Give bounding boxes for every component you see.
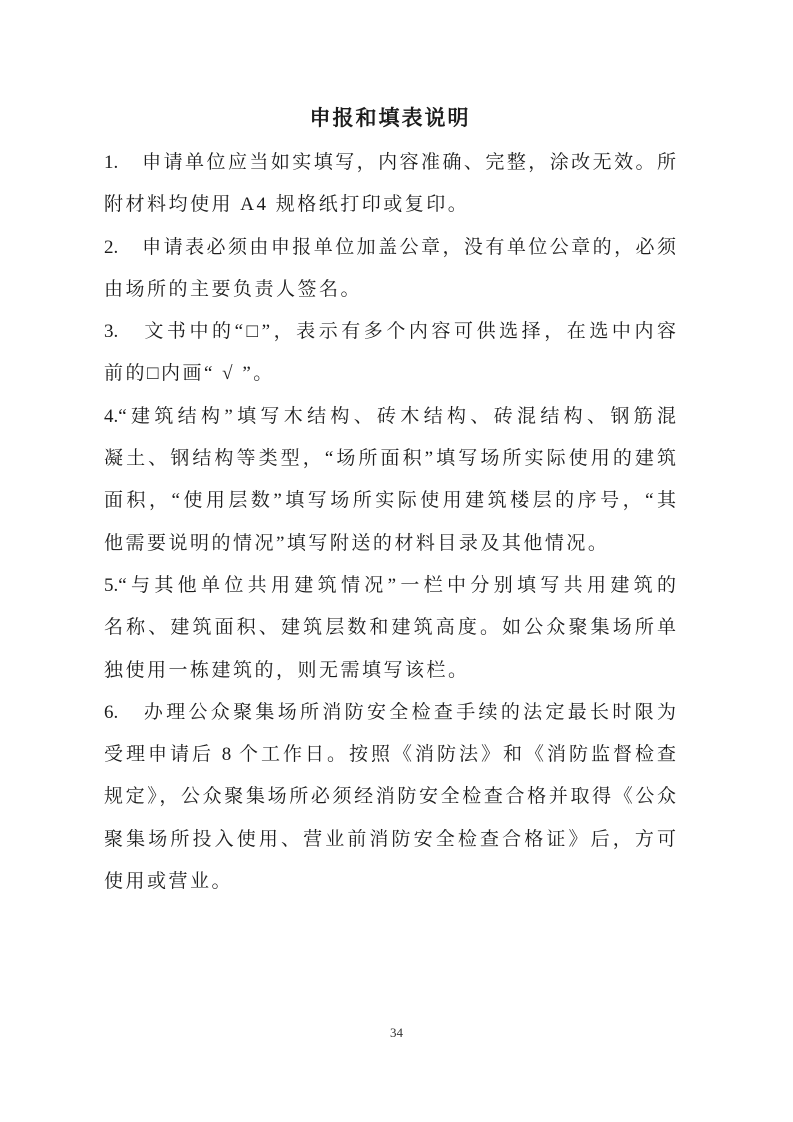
text-line: 凝土、钢结构等类型，“场所面积”填写场所实际使用的建筑 — [104, 448, 676, 470]
text-line: 6. 办理公众聚集场所消防安全检查手续的法定最长时限为 — [104, 701, 676, 723]
text-line: 使用或营业。 — [104, 871, 234, 893]
text-line: 规定》，公众聚集场所必须经消防安全检查合格并取得《公众 — [104, 786, 676, 808]
instruction-item-4 — [104, 396, 676, 565]
document-body — [104, 142, 676, 903]
text-line: 4.“建筑结构”填写木结构、砖木结构、砖混结构、钢筋混 — [104, 405, 676, 427]
text-line: 聚集场所投入使用、营业前消防安全检查合格证》后，方可 — [104, 828, 676, 850]
text-line: 附材料均使用 A4 规格纸打印或复印。 — [104, 194, 470, 216]
page-title: 申报和填表说明 — [309, 106, 471, 130]
text-line: 独使用一栋建筑的，则无需填写该栏。 — [104, 659, 470, 681]
instruction-item-3 — [104, 311, 676, 396]
instruction-item-2 — [104, 227, 676, 312]
text-line: 前的□内画“ √ ”。 — [104, 363, 275, 385]
instruction-item-6 — [104, 692, 676, 903]
text-line: 面积，“使用层数”填写场所实际使用建筑楼层的序号，“其 — [104, 490, 676, 512]
text-line: 3. 文书中的“□”，表示有多个内容可供选择，在选中内容 — [104, 321, 676, 343]
text-line: 他需要说明的情况”填写附送的材料目录及其他情况。 — [104, 532, 610, 554]
text-line: 由场所的主要负责人签名。 — [104, 278, 363, 300]
instruction-item-5 — [104, 565, 676, 692]
page-number: 34 — [390, 1025, 403, 1040]
text-line: 1. 申请单位应当如实填写，内容准确、完整，涂改无效。所 — [104, 152, 676, 173]
text-line: 2. 申请表必须由申报单位加盖公章，没有单位公章的，必须 — [104, 236, 676, 258]
text-line: 5.“与其他单位共用建筑情况”一栏中分别填写共用建筑的 — [104, 574, 676, 596]
text-line: 名称、建筑面积、建筑层数和建筑高度。如公众聚集场所单 — [104, 617, 676, 639]
text-line: 受理申请后 8 个工作日。按照《消防法》和《消防监督检查 — [104, 744, 676, 766]
instruction-item-1 — [104, 142, 676, 227]
